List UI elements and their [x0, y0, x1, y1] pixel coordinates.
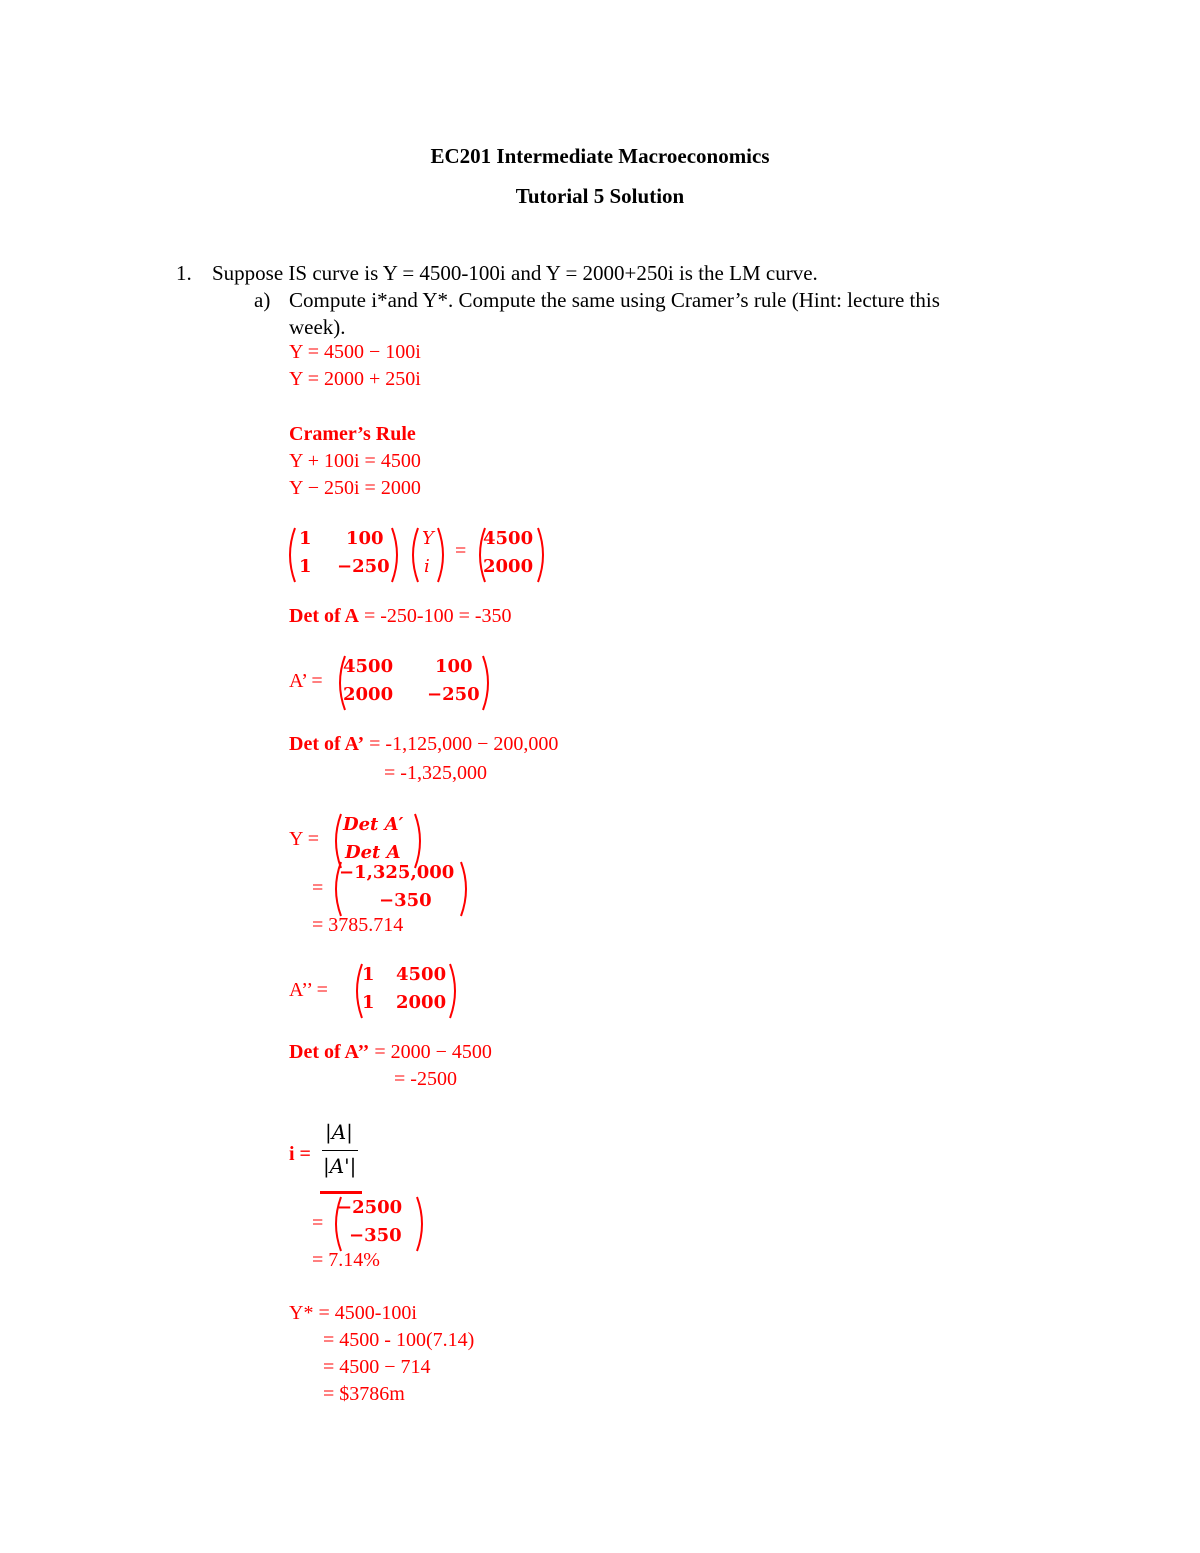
matrix-a-prime [333, 654, 503, 714]
y-eq-sign: = [312, 877, 324, 899]
part-a-line2: week). [289, 315, 346, 339]
matrix-a-prime-r1c2: 100 [435, 656, 473, 677]
i-result: = 7.14% [312, 1249, 380, 1271]
right-paren-icon [481, 654, 495, 712]
vector-const-r2: 2000 [483, 556, 534, 577]
matrix-a-r2c2: −250 [337, 556, 390, 577]
y-frac-num: Det A′ [343, 814, 404, 835]
matrix-a-dprime-r2c1: 1 [362, 992, 375, 1013]
is-equation: Y = 4500 − 100i [289, 341, 421, 363]
right-paren-icon [448, 962, 462, 1020]
matrix-a-r1c1: 1 [299, 528, 312, 549]
right-paren-icon [459, 860, 473, 918]
ystar-line2: = 4500 - 100(7.14) [323, 1329, 475, 1351]
red-underline [320, 1191, 362, 1194]
course-title: EC201 Intermediate Macroeconomics [430, 144, 770, 168]
i-eq-sign: = [312, 1212, 324, 1234]
question-number: 1. [176, 261, 192, 285]
matrix-equation [283, 526, 573, 586]
det-a-dprime-value: = 2000 − 4500 [369, 1041, 492, 1063]
right-paren-icon [436, 526, 450, 584]
y-num-value: −1,325,000 [339, 862, 455, 883]
question-text: Suppose IS curve is Y = 4500-100i and Y = 2000+250i is the LM curve. [212, 261, 818, 285]
matrix-a-dprime-r1c1: 1 [362, 964, 375, 985]
det-a-prime-line [289, 733, 558, 756]
matrix-a-r2c1: 1 [299, 556, 312, 577]
y-result: = 3785.714 [312, 914, 404, 936]
part-a-label: a) [254, 288, 271, 312]
equals-sign: = [455, 540, 467, 562]
det-a-value: = -250-100 = -350 [358, 605, 512, 627]
det-a-line [289, 605, 512, 628]
i-label: i = [289, 1143, 311, 1165]
right-paren-icon [415, 1195, 429, 1253]
det-a-dprime-line [289, 1041, 492, 1064]
left-paren-icon [283, 526, 297, 584]
right-paren-icon [536, 526, 550, 584]
y-frac-den: Det A [345, 842, 401, 863]
i-fraction-values [329, 1195, 439, 1255]
matrix-a-prime-r1c1: 4500 [343, 656, 394, 677]
ystar-line4: = $3786m [323, 1383, 405, 1405]
ystar-line3: = 4500 − 714 [323, 1356, 431, 1378]
det-a-prime-value: = -1,125,000 − 200,000 [364, 733, 559, 755]
matrix-a-r1c2: 100 [346, 528, 384, 549]
matrix-a-dprime-r1c2: 4500 [396, 964, 447, 985]
a-prime-label: A’ = [289, 670, 323, 692]
lm-equation: Y = 2000 + 250i [289, 368, 421, 390]
det-a-label: Det of A [289, 605, 359, 627]
ystar-line1: Y* = 4500-100i [289, 1302, 417, 1324]
a-dprime-label: A’’ = [289, 979, 328, 1001]
det-a-prime-result: = -1,325,000 [384, 762, 487, 784]
det-a-dprime-result: = -2500 [394, 1068, 457, 1090]
tutorial-title: Tutorial 5 Solution [515, 184, 685, 208]
det-a-prime-label: Det of A’ [289, 733, 365, 755]
vector-i: i [424, 556, 430, 577]
matrix-a-prime-r2c1: 2000 [343, 684, 394, 705]
cramer-eq2: Y − 250i = 2000 [289, 477, 421, 499]
matrix-a-dprime [350, 962, 470, 1022]
i-den-value: −350 [349, 1225, 402, 1246]
vector-const-r1: 4500 [483, 528, 534, 549]
vector-y: Y [422, 528, 434, 549]
i-frac-num: |A| [325, 1120, 353, 1144]
left-paren-icon [406, 526, 420, 584]
part-a-line1: Compute i*and Y*. Compute the same using Cramer’s rule (Hint: lecture this [289, 288, 940, 312]
right-paren-icon [390, 526, 404, 584]
i-num-value: −2500 [337, 1197, 403, 1218]
matrix-a-prime-r2c2: −250 [427, 684, 480, 705]
cramer-eq1: Y + 100i = 4500 [289, 450, 421, 472]
i-frac-den: |A'| [323, 1154, 357, 1178]
det-a-dprime-label: Det of A’’ [289, 1041, 370, 1063]
y-label: Y = [289, 828, 319, 850]
cramer-heading: Cramer’s Rule [289, 423, 416, 445]
y-fraction-values [329, 860, 479, 920]
y-den-value: −350 [379, 890, 432, 911]
fraction-bar [322, 1150, 358, 1151]
matrix-a-dprime-r2c2: 2000 [396, 992, 447, 1013]
